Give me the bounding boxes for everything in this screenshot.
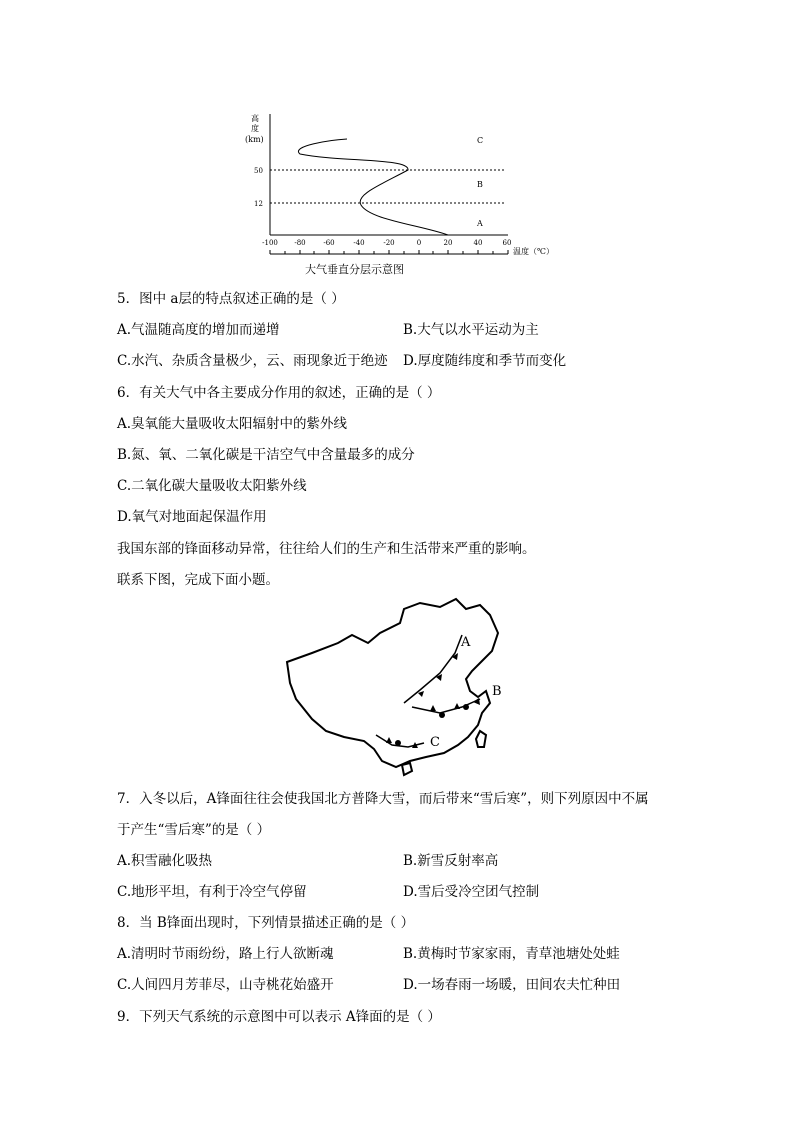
chart-caption: 大气垂直分层示意图 xyxy=(305,263,404,276)
q7-stem-line2: 于产生“雪后寒”的是（ ） xyxy=(117,822,271,838)
x-tick: 40 xyxy=(473,239,483,247)
intro-paragraph: 我国东部的锋面移动异常，往往给人们的生产和生活带来严重的影响。 xyxy=(117,541,536,557)
x-tick: -80 xyxy=(294,239,306,247)
q5-option-c: C.水汽、杂质含量极少，云、雨现象近于绝迹 xyxy=(117,353,388,369)
q8-option-c: C.人间四月芳菲尽，山寺桃花始盛开 xyxy=(117,977,334,993)
q6-stem: 6．有关大气中各主要成分作用的叙述，正确的是（ ） xyxy=(117,385,441,401)
front-a-line xyxy=(404,635,462,703)
front-b-symbol xyxy=(439,712,445,718)
q8-option-b: B.黄梅时节家家雨，青草池塘处处蛙 xyxy=(403,946,620,962)
atmosphere-chart xyxy=(0,0,794,290)
x-tick: -20 xyxy=(383,239,395,247)
q7-option-a: A.积雪融化吸热 xyxy=(117,853,213,869)
hainan-island xyxy=(402,763,412,775)
front-c-symbol xyxy=(395,740,401,746)
y-title-char: 高 xyxy=(251,114,259,123)
x-axis-label: 温度（℃） xyxy=(513,247,554,256)
layer-label-b: B xyxy=(477,180,483,189)
q5-option-d: D.厚度随纬度和季节而变化 xyxy=(403,353,567,369)
front-b-symbol xyxy=(463,704,469,710)
q8-option-d: D.一场春雨一场暖，田间农夫忙种田 xyxy=(403,977,621,993)
q8-stem: 8．当 B锋面出现时，下列情景描述正确的是（ ） xyxy=(117,915,415,931)
q6-option-d: D.氧气对地面起保温作用 xyxy=(117,509,267,525)
q7-option-d: D.雪后受冷空团气控制 xyxy=(403,884,540,900)
q7-option-c: C.地形平坦，有利于冷空气停留 xyxy=(117,884,307,900)
x-tick: 0 xyxy=(416,239,422,247)
x-tick: -60 xyxy=(323,239,335,247)
q7-stem-line1: 7．入冬以后，A锋面往往会使我国北方普降大雪，而后带来“雪后寒”，则下列原因中不属 xyxy=(117,791,649,807)
layer-label-c: C xyxy=(477,136,484,145)
front-b-line xyxy=(412,699,480,713)
china-fronts-map xyxy=(0,595,794,795)
q6-option-b: B.氮、氧、二氧化碳是干洁空气中含量最多的成分 xyxy=(117,447,415,463)
q6-option-a: A.臭氧能大量吸收太阳辐射中的紫外线 xyxy=(117,416,348,432)
layer-label-a: A xyxy=(477,219,483,228)
q5-stem: 5．图中 a层的特点叙述正确的是（ ） xyxy=(117,291,345,307)
front-c-label: C xyxy=(430,735,440,750)
intro-instruction: 联系下图，完成下面小题。 xyxy=(117,572,279,588)
y-tick-12: 12 xyxy=(254,200,263,208)
q7-option-b: B.新雪反射率高 xyxy=(403,853,499,869)
taiwan-island xyxy=(476,731,486,747)
front-b-label: B xyxy=(492,684,502,699)
china-outline xyxy=(287,599,498,767)
x-tick: 60 xyxy=(502,239,512,247)
q9-stem: 9．下列天气系统的示意图中可以表示 A锋面的是（ ） xyxy=(117,1009,441,1025)
x-ticks xyxy=(262,239,511,247)
tick-ruler xyxy=(270,250,508,254)
x-tick: 20 xyxy=(443,239,453,247)
temperature-curve xyxy=(298,139,448,235)
q6-option-c: C.二氧化碳大量吸收太阳紫外线 xyxy=(117,478,307,494)
front-a-label: A xyxy=(461,635,471,650)
q5-option-a: A.气温随高度的增加而递增 xyxy=(117,322,280,338)
y-axis-title xyxy=(245,113,264,144)
q5-option-b: B.大气以水平运动为主 xyxy=(403,322,539,338)
y-unit: (km) xyxy=(245,135,264,144)
x-tick: -40 xyxy=(353,239,365,247)
y-tick-50: 50 xyxy=(254,167,263,175)
x-tick: -100 xyxy=(262,239,278,247)
y-title-char: 度 xyxy=(251,124,259,133)
q8-option-a: A.清明时节雨纷纷，路上行人欲断魂 xyxy=(117,946,334,962)
